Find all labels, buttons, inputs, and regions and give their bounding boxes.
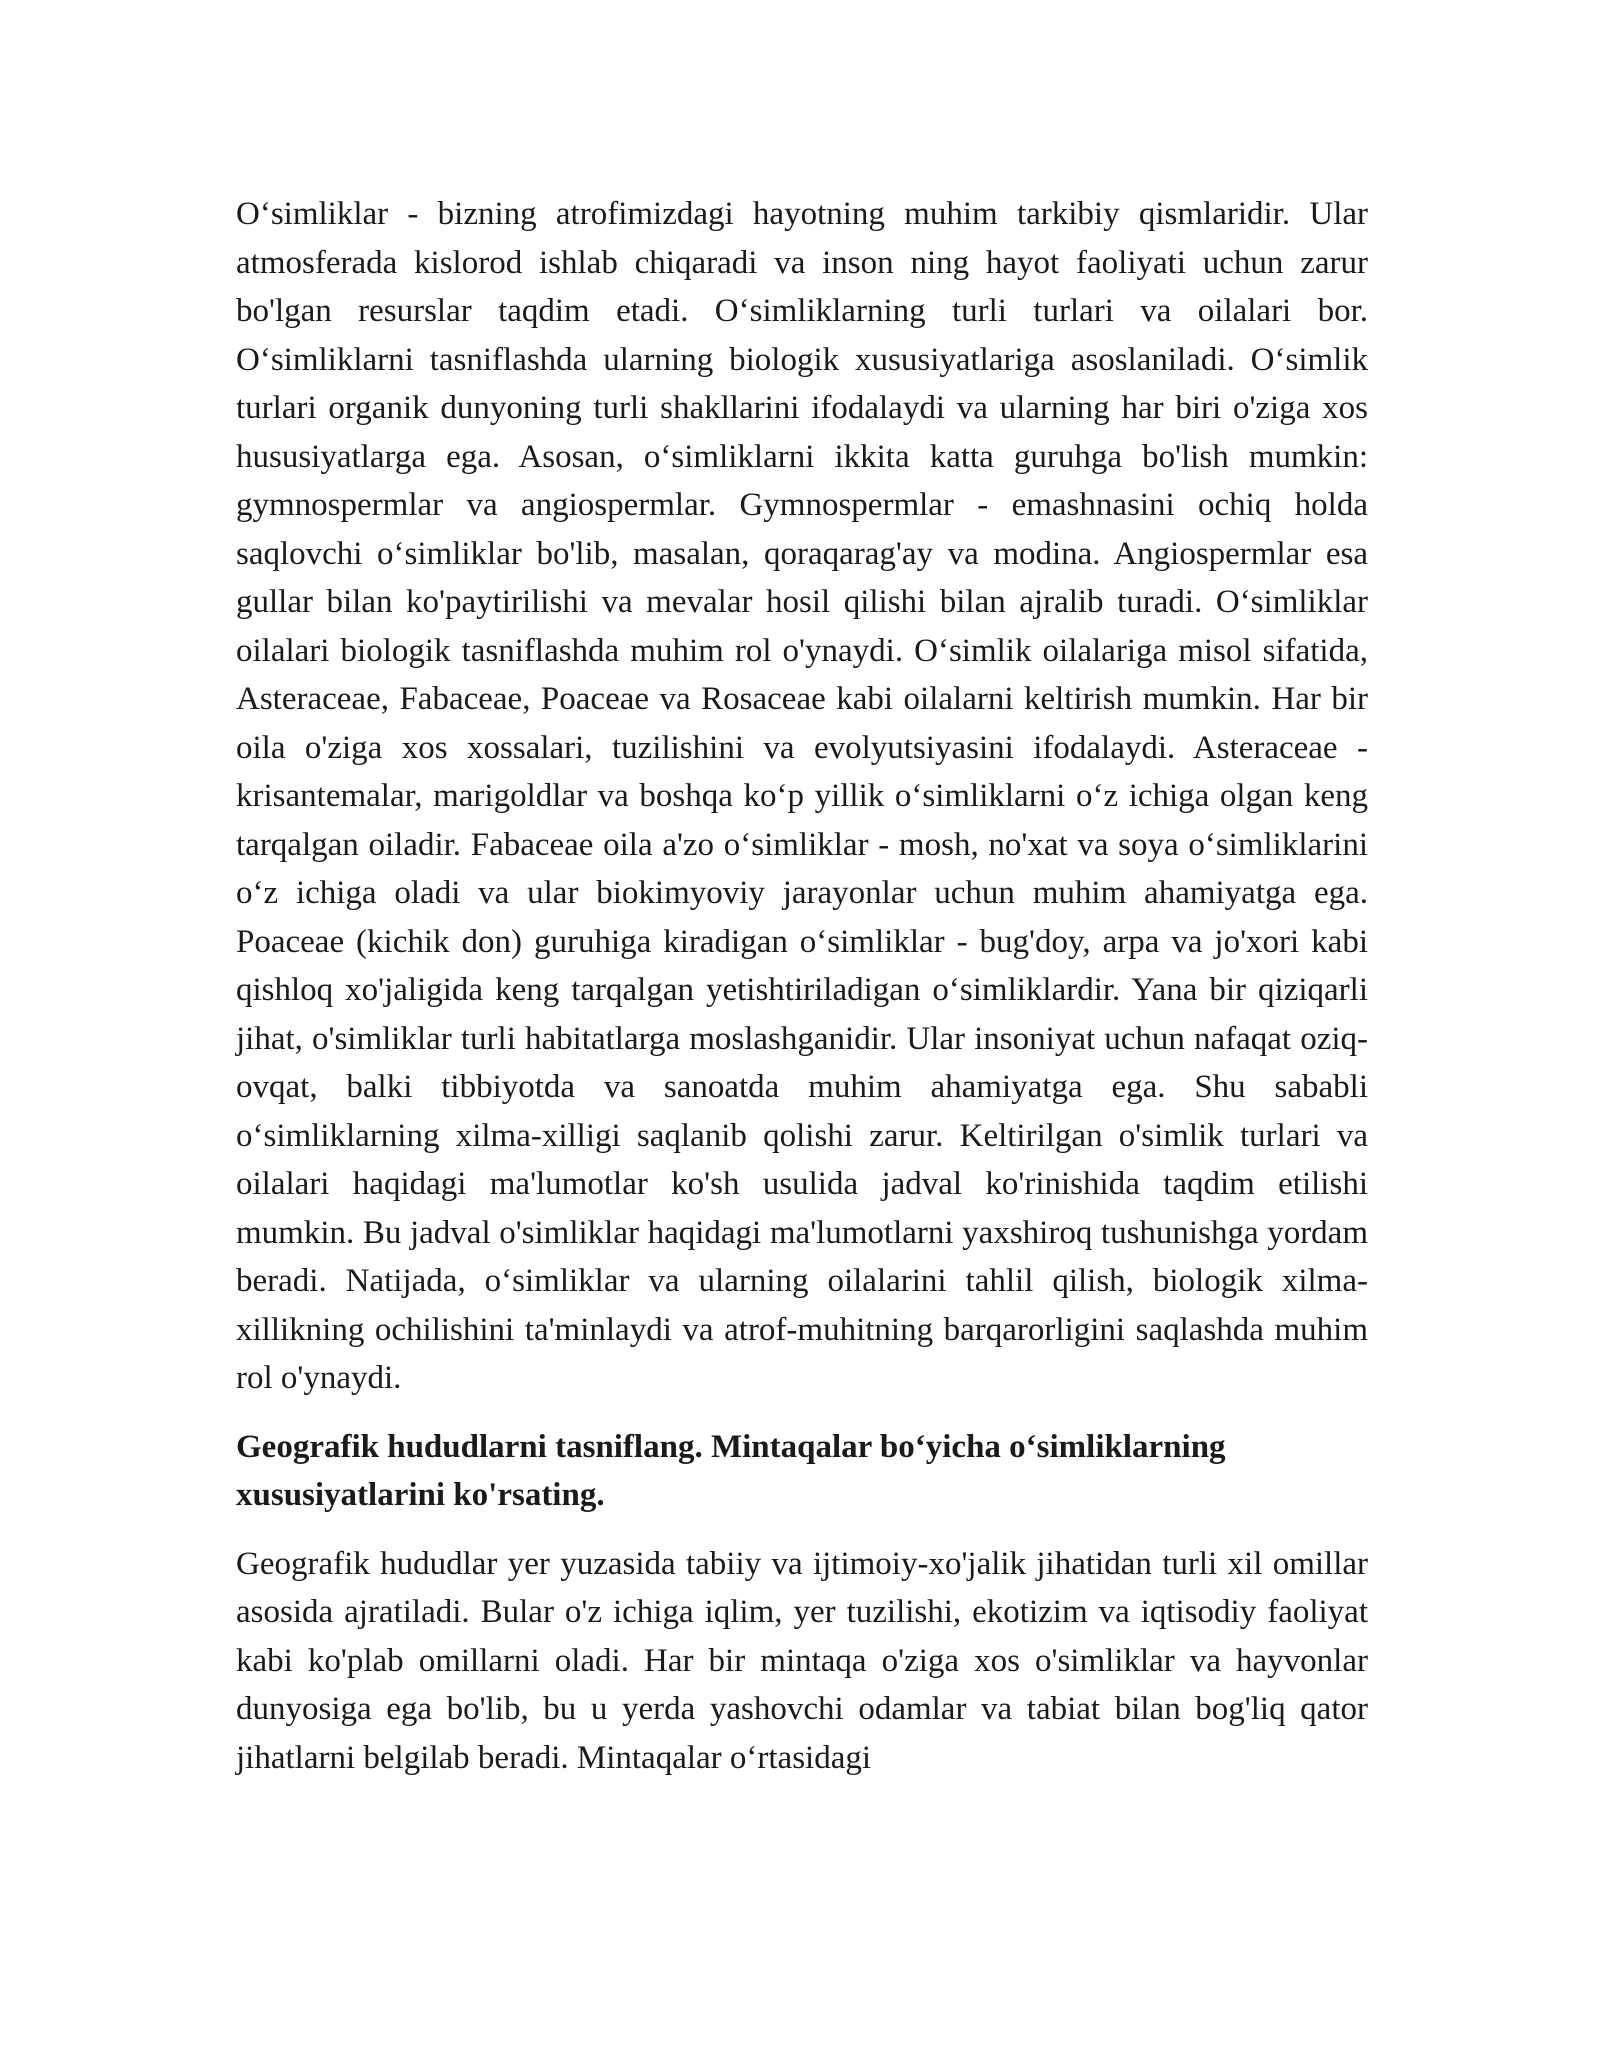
section-heading-geography: Geografik hududlarni tasniflang. Mintaqalar bo‘yicha o‘simliklarning xususiyatlarini ko'rsating. xyxy=(236,1428,1226,1513)
body-paragraph-regions: Geografik hududlar yer yuzasida tabiiy va ijtimoiy-xo'jalik jihatidan turli xil omillar asosida ajratiladi. Bular o'z ichiga iqlim, yer tuzilishi, ekotizim va iqtisodiy faoliyat kabi ko'plab omillarni oladi. Har bir mintaqa o'ziga xos o'simliklar va hayvonlar dunyosiga ega bo'lib, bu u yerda yashovchi odamlar va tabiat bilan bog'liq qator jihatlarni belgilab beradi. Mintaqalar o‘rtasidagi xyxy=(236,1545,1368,1776)
body-paragraph-plants: O‘simliklar - bizning atrofimizdagi hayotning muhim tarkibiy qismlaridir. Ular atmosferada kislorod ishlab chiqaradi va inson ning hayot faoliyati uchun zarur bo'lgan resurslar taqdim etadi. O‘simliklarning turli turlari va oilalari bor. O‘simliklarni tasniflashda ularning biologik xususiyatlariga asoslaniladi. O‘simlik turlari organik dunyoning turli shakllarini ifodalaydi va ularning har biri o'ziga xos hususiyatlarga ega. Asosan, o‘simliklarni ikkita katta guruhga bo'lish mumkin: gymnospermlar va angiospermlar. Gymnospermlar - emashnasini ochiq holda saqlovchi o‘simliklar bo'lib, masalan, qoraqarag'ay va modina. Angiospermlar esa gullar bilan ko'paytirilishi va mevalar hosil qilishi bilan ajralib turadi. O‘simliklar oilalari biologik tasniflashda muhim rol o'ynaydi. O‘simlik oilalariga misol sifatida, Asteraceae, Fabaceae, Poaceae va Rosaceae kabi oilalarni keltirish mumkin. Har bir oila o'ziga xos xossalari, tuzilishini va evolyutsiyasini ifodalaydi. Asteraceae - krisantemalar, marigoldlar va boshqa ko‘p yillik o‘simliklarni o‘z ichiga olgan keng tarqalgan oiladir. Fabaceae oila a'zo o‘simliklar - mosh, no'xat va soya o‘simliklarini o‘z ichiga oladi va ular biokimyoviy jarayonlar uchun muhim ahamiyatga ega. Poaceae (kichik don) guruhiga kiradigan o‘simliklar - bug'doy, arpa va jo'xori kabi qishloq xo'jaligida keng tarqalgan yetishtiriladigan o‘simliklardir. Yana bir qiziqarli jihat, o'simliklar turli habitatlarga moslashganidir. Ular insoniyat uchun nafaqat oziq-ovqat, balki tibbiyotda va sanoatda muhim ahamiyatga ega. Shu sababli o‘simliklarning xilma-xilligi saqlanib qolishi zarur. Keltirilgan o'simlik turlari va oilalari haqidagi ma'lumotlar ko'sh usulida jadval ko'rinishida taqdim etilishi mumkin. Bu jadval o'simliklar haqidagi ma'lumotlarni yaxshiroq tushunishga yordam beradi. Natijada, o‘simliklar va ularning oilalarini tahlil qilish, biologik xilma-xillikning ochilishini ta'minlaydi va atrof-muhitning barqarorligini saqlashda muhim rol o'ynaydi. xyxy=(236,196,1368,1396)
document-page xyxy=(236,190,1368,1782)
